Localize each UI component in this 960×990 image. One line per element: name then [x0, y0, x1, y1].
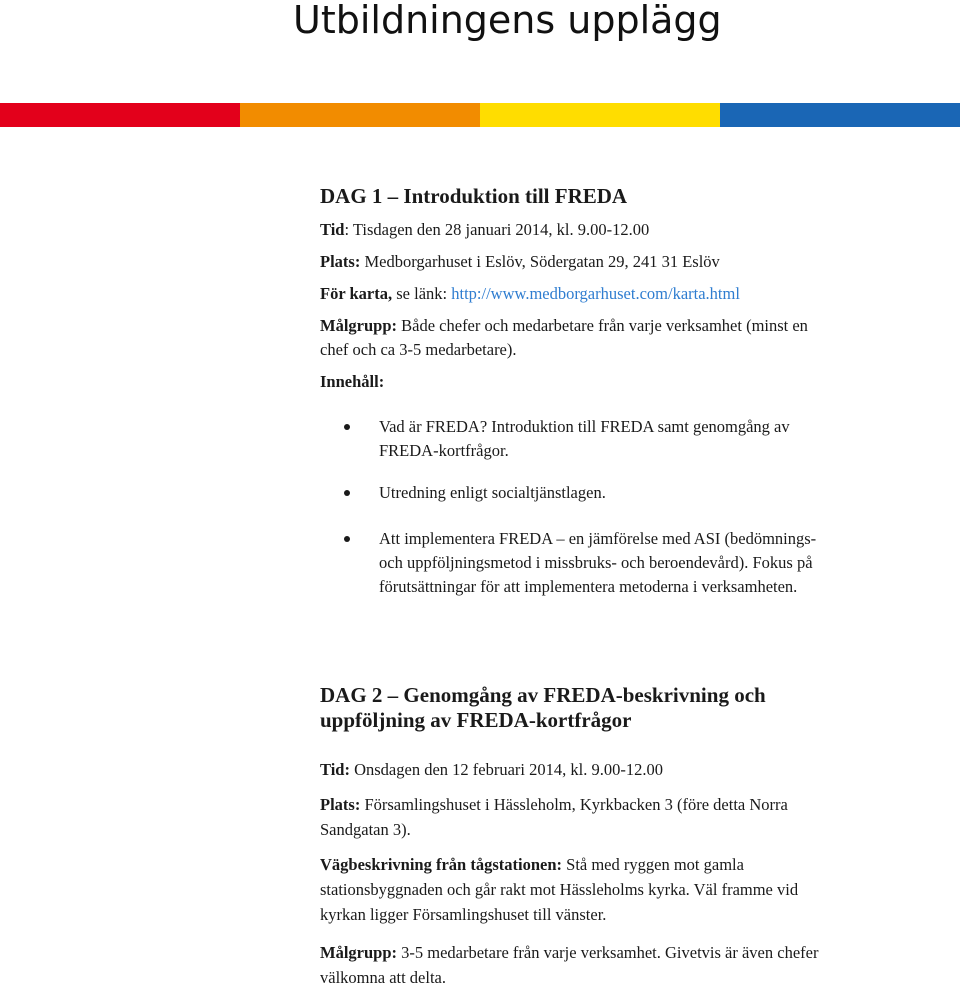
stripe-yellow	[480, 103, 720, 127]
day1-plats-value: Medborgarhuset i Eslöv, Södergatan 29, 241 31 Eslöv	[360, 252, 720, 271]
stripe-orange	[240, 103, 480, 127]
day1-malgrupp-label: Målgrupp:	[320, 316, 398, 335]
day2-tid-value: Onsdagen den 12 februari 2014, kl. 9.00-12.00	[349, 760, 663, 779]
bullet-3-line3: förutsättningar för att implementera metoderna i verksamheten.	[379, 577, 798, 596]
bullet-2-line1: Utredning enligt socialtjänstlagen.	[379, 483, 606, 502]
day2-vag-line1: Stå med ryggen mot gamla	[562, 855, 744, 874]
day1-malgrupp	[320, 314, 808, 338]
bullet-icon	[344, 536, 350, 542]
bullet-1-line2: FREDA-kortfrågor.	[379, 441, 509, 460]
day1-innehall-label	[320, 370, 384, 394]
day1-karta	[320, 282, 740, 306]
day1-plats	[320, 250, 720, 274]
bullet-3-line2: och uppföljningsmetod i missbruks- och beroendevård). Fokus på	[379, 553, 813, 572]
day2-malgrupp	[320, 941, 818, 965]
day1-karta-label: För karta,	[320, 284, 393, 303]
day1-tid-value: : Tisdagen den 28 januari 2014, kl. 9.00-12.00	[344, 220, 650, 239]
day2-plats-line2: Sandgatan 3).	[320, 820, 411, 839]
day2-malgrupp-label: Målgrupp:	[320, 943, 398, 962]
innehall-text: Innehåll:	[320, 372, 385, 391]
day2-malgrupp-line1: 3-5 medarbetare från varje verksamhet. Givetvis är även chefer	[397, 943, 819, 962]
day2-heading-line1: DAG 2 – Genomgång av FREDA-beskrivning och	[320, 683, 766, 707]
stripe-blue	[720, 103, 960, 127]
day2-vag-label: Vägbeskrivning från tågstationen:	[320, 855, 563, 874]
day1-tid-label: Tid	[320, 220, 345, 239]
day1-karta-text: se länk:	[392, 284, 452, 303]
day2-malgrupp-line2: välkomna att delta.	[320, 968, 446, 987]
map-link[interactable]: http://www.medborgarhuset.com/karta.html	[451, 284, 740, 303]
day1-plats-label: Plats:	[320, 252, 361, 271]
color-stripe	[0, 103, 960, 127]
day1-malgrupp-line1: Både chefer och medarbetare från varje verksamhet (minst en	[397, 316, 808, 335]
day2-plats-label: Plats:	[320, 795, 361, 814]
bullet-3-line1: Att implementera FREDA – en jämförelse med ASI (bedömnings-	[379, 529, 817, 548]
day2-vag-line2: stationsbyggnaden och går rakt mot Hässleholms kyrka. Väl framme vid	[320, 880, 799, 899]
day1-tid	[320, 218, 649, 242]
stripe-red	[0, 103, 240, 127]
day1-malgrupp-line2: chef och ca 3-5 medarbetare).	[320, 340, 517, 359]
bullet-icon	[344, 424, 350, 430]
day2-tid	[320, 758, 663, 782]
day2-heading-line2: uppföljning av FREDA-kortfrågor	[320, 708, 632, 732]
page-title: Utbildningens upplägg	[293, 0, 722, 42]
day2-plats	[320, 793, 788, 817]
day2-vag	[320, 853, 744, 877]
day2-tid-label: Tid:	[320, 760, 350, 779]
day2-vag-line3: kyrkan ligger Församlingshuset till vänster.	[320, 905, 607, 924]
day2-plats-line1: Församlingshuset i Hässleholm, Kyrkbacken 3 (före detta Norra	[360, 795, 788, 814]
bullet-icon	[344, 490, 350, 496]
day1-heading: DAG 1 – Introduktion till FREDA	[320, 184, 628, 208]
bullet-1-line1: Vad är FREDA? Introduktion till FREDA samt genomgång av	[379, 417, 790, 436]
